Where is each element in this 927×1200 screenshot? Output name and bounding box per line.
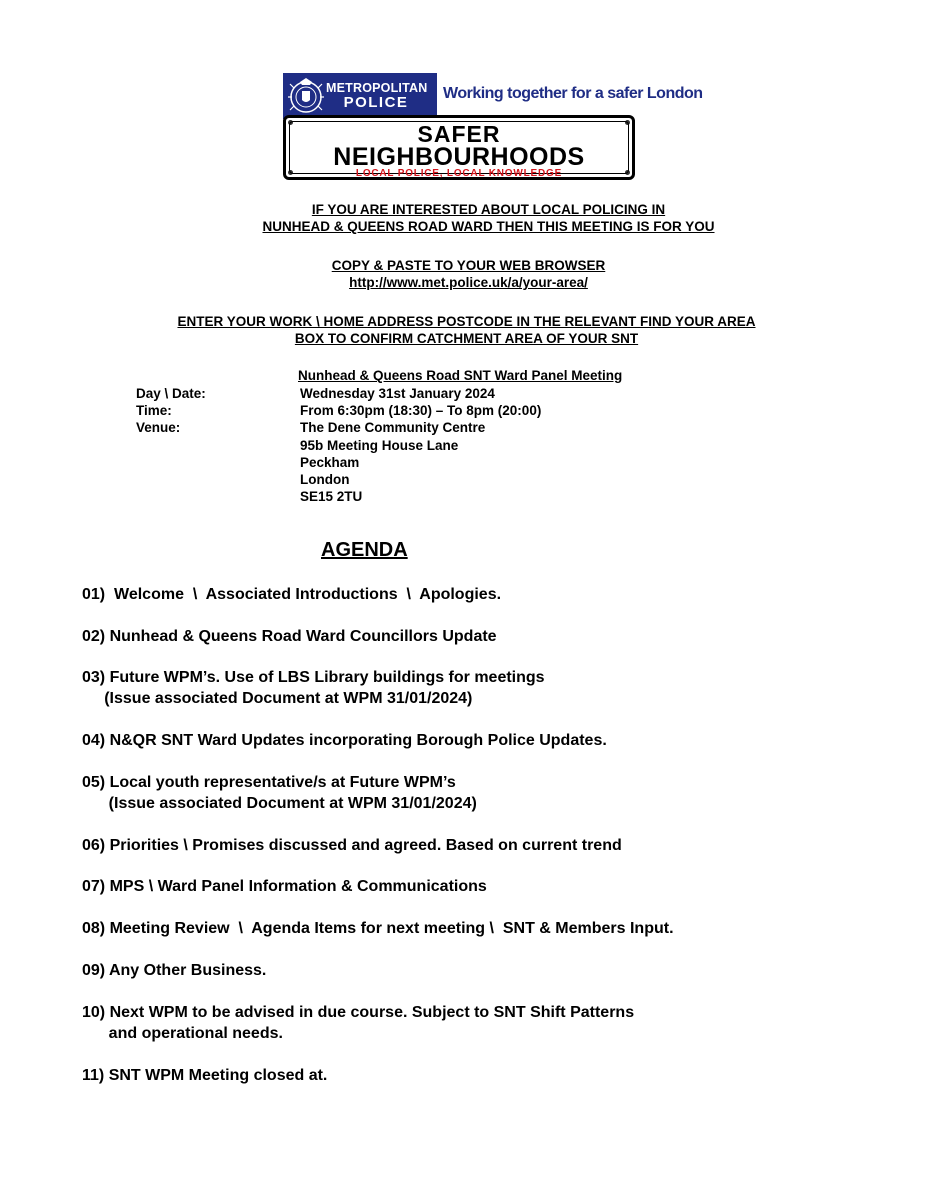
meeting-title: Nunhead & Queens Road SNT Ward Panel Meeting: [298, 368, 623, 383]
badge-text: [326, 82, 426, 111]
agenda-item: 04) N&QR SNT Ward Updates incorporating Borough Police Updates.: [82, 732, 607, 749]
police-crest-icon: [286, 76, 326, 116]
venue-line: 95b Meeting House Lane: [300, 438, 459, 453]
area-url-link[interactable]: http://www.met.police.uk/a/your-area/: [349, 275, 588, 290]
agenda-item: 10) Next WPM to be advised in due course. Subject to SNT Shift Patterns: [82, 1004, 635, 1021]
sign-line3: LOCAL POLICE, LOCAL KNOWLEDGE: [355, 168, 563, 179]
postcode-instructions: [0, 313, 927, 347]
agenda-item: 07) MPS \ Ward Panel Information & Communications: [82, 878, 487, 895]
time-label: Time:: [136, 403, 172, 418]
day-label: Day \ Date:: [136, 386, 206, 401]
badge-line1: METROPOLITAN: [326, 80, 428, 95]
venue-label: Venue:: [136, 420, 181, 435]
agenda-heading: AGENDA: [321, 539, 408, 561]
agenda-item: (Issue associated Document at WPM 31/01/2024): [82, 795, 477, 812]
agenda-item: 01) Welcome \ Associated Introductions \ Apologies.: [82, 586, 502, 603]
agenda-item: and operational needs.: [82, 1025, 283, 1042]
agenda-item: 09) Any Other Business.: [82, 962, 267, 979]
venue-line: Peckham: [300, 455, 360, 470]
copy-line: COPY & PASTE TO YOUR WEB BROWSER: [331, 258, 606, 273]
sign-line1: SAFER: [417, 121, 501, 147]
tagline: Working together for a safer London: [443, 85, 703, 102]
venue-line: SE15 2TU: [300, 489, 363, 504]
intro-line2: NUNHEAD & QUEENS ROAD WARD THEN THIS MEETING IS FOR YOU: [262, 219, 715, 234]
agenda-item: 03) Future WPM’s. Use of LBS Library buildings for meetings: [82, 669, 545, 686]
agenda-item: 05) Local youth representative/s at Future WPM’s: [82, 774, 456, 791]
agenda-item: (Issue associated Document at WPM 31/01/2024): [82, 690, 473, 707]
intro-line1: IF YOU ARE INTERESTED ABOUT LOCAL POLICING IN: [311, 202, 666, 217]
agenda-item: 11) SNT WPM Meeting closed at.: [82, 1067, 328, 1084]
time-value: From 6:30pm (18:30) – To 8pm (20:00): [300, 403, 542, 418]
enter-line1: ENTER YOUR WORK \ HOME ADDRESS POSTCODE IN THE RELEVANT FIND YOUR AREA: [177, 314, 756, 329]
safer-neighbourhoods-sign: [283, 115, 635, 180]
badge-line2: POLICE: [343, 93, 409, 111]
agenda-item: 08) Meeting Review \ Agenda Items for next meeting \ SNT & Members Input.: [82, 920, 674, 937]
day-value: Wednesday 31st January 2024: [300, 386, 495, 401]
met-police-badge: [283, 73, 437, 119]
venue-line: London: [300, 472, 350, 487]
agenda-item: 06) Priorities \ Promises discussed and agreed. Based on current trend: [82, 837, 622, 854]
agenda-item: 02) Nunhead & Queens Road Ward Councillors Update: [82, 628, 497, 645]
copy-instructions: [0, 257, 927, 291]
enter-line2: BOX TO CONFIRM CATCHMENT AREA OF YOUR SNT: [294, 331, 639, 346]
sign-line2: NEIGHBOURHOODS: [333, 143, 585, 171]
intro-heading: [0, 201, 927, 235]
venue-line: The Dene Community Centre: [300, 420, 486, 435]
